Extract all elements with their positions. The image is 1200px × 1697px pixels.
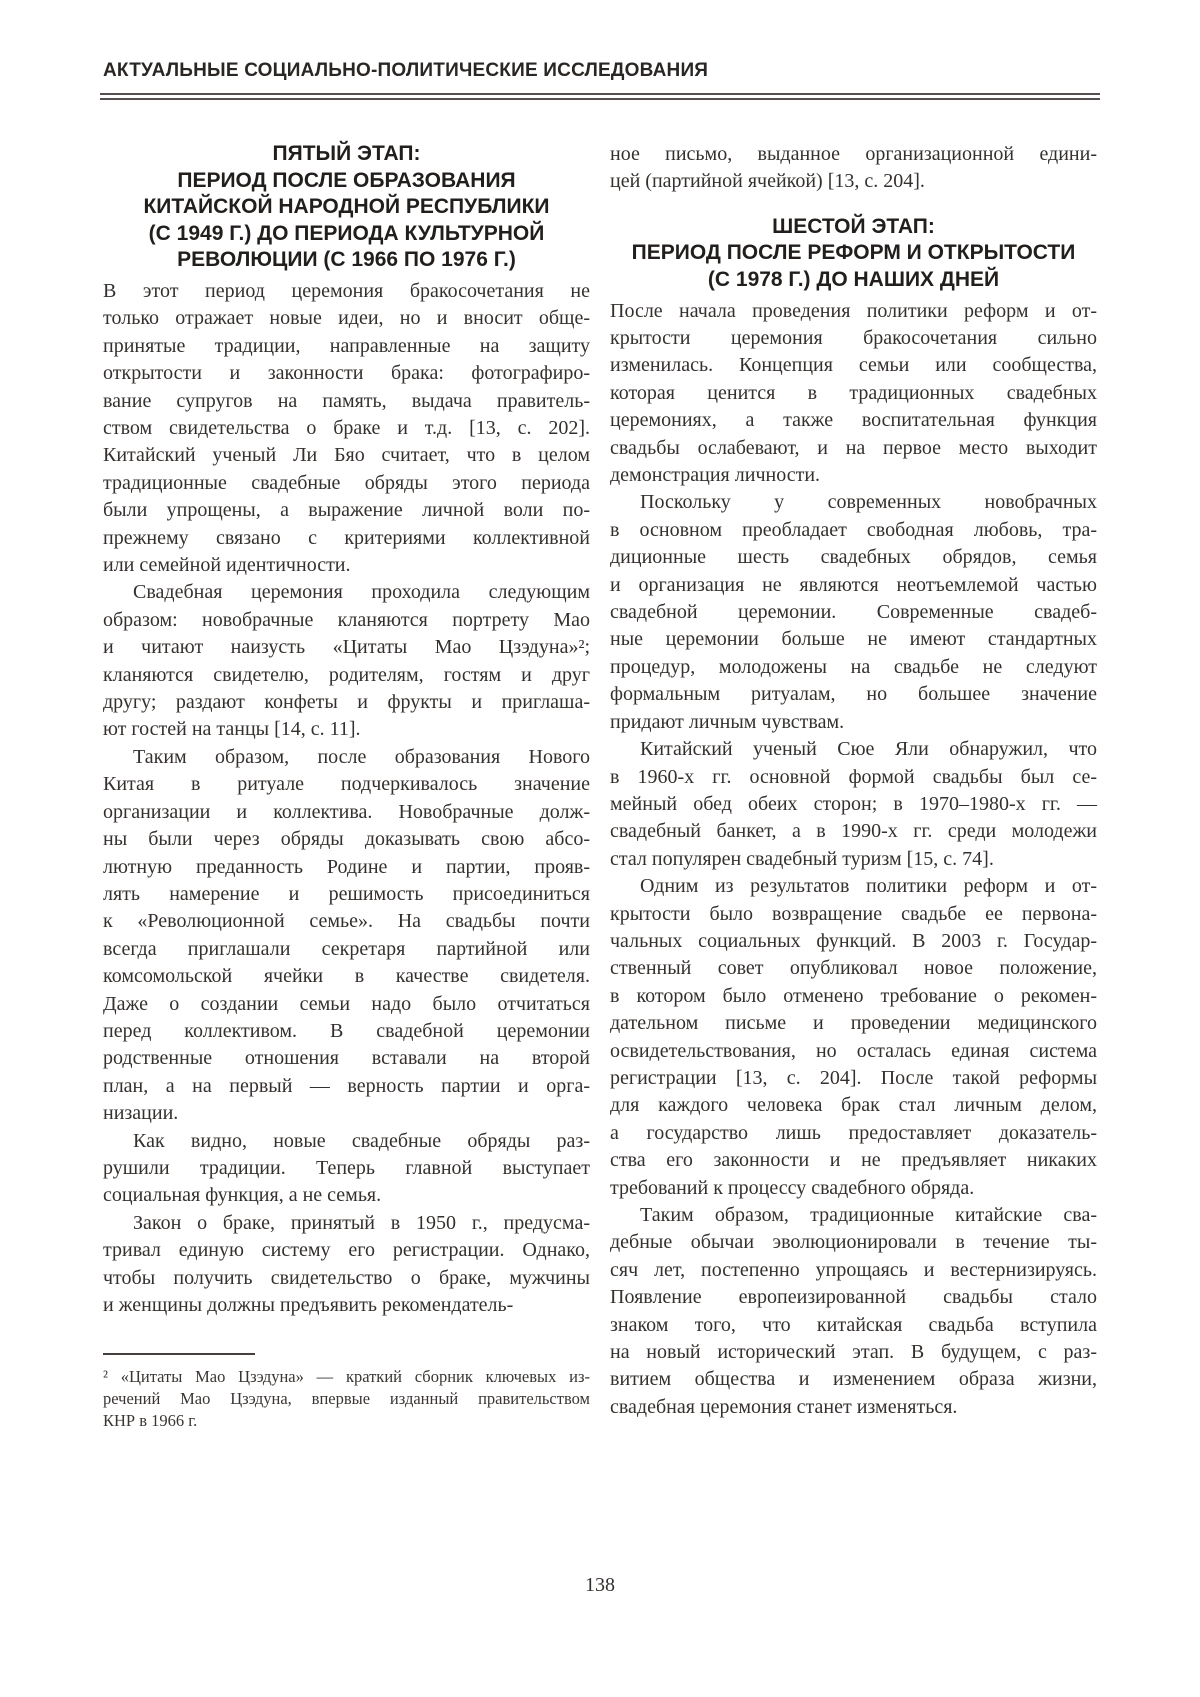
text-line: процедур, молодожены на свадьбе не следуют: [610, 655, 1097, 678]
text-line: или семейной идентичности.: [103, 554, 351, 577]
text-line: изменилась. Концепция семьи или сообщества,: [610, 354, 1097, 377]
text-line: свадебная церемония станет изменяться.: [610, 1395, 958, 1418]
text-line: были упрощены, а выражение личной воли по-: [103, 499, 590, 522]
text-line: к «Революционной семье». На свадьбы почти: [103, 910, 590, 933]
heading-line: ПЕРИОД ПОСЛЕ РЕФОРМ И ОТКРЫТОСТИ: [631, 241, 1076, 265]
text-line: диционные шесть свадебных обрядов, семья: [610, 546, 1097, 569]
journal-running-head: АКТУАЛЬНЫЕ СОЦИАЛЬНО-ПОЛИТИЧЕСКИЕ ИССЛЕДОВАНИЯ: [103, 60, 709, 81]
text-line: После начала проведения политики реформ и от-: [610, 299, 1097, 322]
text-line: образом: новобрачные кланяются портрету Мао: [103, 608, 590, 631]
text-line: традиционные свадебные обряды этого периода: [103, 471, 590, 494]
text-line: свадебной церемонии. Современные свадеб-: [610, 601, 1097, 624]
text-line: ства его законности и не предъявляет никаких: [610, 1149, 1097, 1172]
text-line: освидетельствования, но осталась единая система: [610, 1039, 1097, 1062]
text-line: принятые традиции, направленные на защиту: [103, 334, 590, 357]
text-line: требований к процессу свадебного обряда.: [610, 1176, 975, 1199]
text-line: а государство лишь предоставляет доказатель-: [610, 1121, 1097, 1144]
heading-line: КИТАЙСКОЙ НАРОДНОЙ РЕСПУБЛИКИ: [143, 195, 550, 219]
text-line: Китая в ритуале подчеркивалось значение: [103, 773, 590, 796]
text-line: рушили традиции. Теперь главной выступает: [103, 1156, 590, 1179]
text-line: открытости и законности брака: фотографиро-: [103, 362, 590, 385]
heading-line: ПЕРИОД ПОСЛЕ ОБРАЗОВАНИЯ: [177, 168, 516, 192]
text-line: придают личным чувствам.: [610, 710, 845, 733]
text-line: Одним из результатов политики реформ и от-: [640, 875, 1097, 898]
text-line: демонстрация личности.: [610, 464, 821, 487]
paragraph: [103, 744, 590, 1128]
text-line: Появление европеизированной свадьбы стало: [610, 1286, 1097, 1309]
text-line: крытости было возвращение свадьбе ее первона-: [610, 902, 1097, 925]
heading-line: ПЯТЫЙ ЭТАП:: [272, 142, 421, 165]
text-line: на новый исторический этап. В будущем, с раз-: [610, 1341, 1097, 1364]
paragraph: [103, 278, 590, 579]
text-line: ственный совет опубликовал новое положение,: [610, 957, 1097, 980]
text-line: в основном преобладает свободная любовь, тра-: [610, 518, 1097, 541]
right-column: [610, 141, 1097, 1421]
text-line: Китайский ученый Сюе Яли обнаружил, что: [640, 738, 1097, 761]
text-line: комсомольской ячейки в качестве свидетеля.: [103, 965, 590, 988]
text-line: сяч лет, постепенно упрощаясь и вестернизируясь.: [610, 1258, 1097, 1281]
text-line: кланяются свидетелю, родителям, гостям и друг: [103, 663, 590, 686]
heading-line: (С 1978 Г.) ДО НАШИХ ДНЕЙ: [707, 268, 1000, 291]
footnote: [103, 1366, 590, 1431]
text-line: ны были через обряды доказывать свою абсо-: [103, 828, 590, 851]
paragraph: [103, 1210, 590, 1320]
text-line: ² «Цитаты Мао Цзэдуна» — краткий сборник ключевых из-: [103, 1367, 590, 1387]
heading-line: (С 1949 Г.) ДО ПЕРИОДА КУЛЬТУРНОЙ: [148, 221, 545, 245]
text-line: родственные отношения вставали на второй: [103, 1047, 590, 1070]
text-line: только отражает новые идеи, но и вносит обще-: [103, 307, 590, 330]
text-line: в 1960-х гг. основной формой свадьбы был се-: [610, 765, 1097, 788]
text-line: дебные обычаи эволюционировали в течение ты-: [610, 1231, 1097, 1254]
text-line: Как видно, новые свадебные обряды раз-: [133, 1129, 590, 1152]
text-line: церемониях, а также воспитательная функция: [610, 409, 1097, 432]
text-line: и читают наизусть «Цитаты Мао Цзэдуна»²;: [103, 636, 590, 659]
text-line: Таким образом, традиционные китайские сва-: [640, 1204, 1097, 1226]
text-line: речений Мао Цзэдуна, впервые изданный правительством: [103, 1389, 590, 1408]
heading-line: РЕВОЛЮЦИИ (С 1966 ПО 1976 Г.): [177, 248, 516, 272]
heading-line: ШЕСТОЙ ЭТАП:: [772, 214, 935, 238]
text-line: регистрации [13, с. 204]. После такой реформы: [610, 1066, 1097, 1089]
left-column: [103, 141, 590, 1431]
text-line: прежнему связано с критериями коллективной: [103, 526, 590, 549]
text-line: в котором было отменено требование о рекомен-: [610, 984, 1097, 1007]
text-line: для каждого человека брак стал личным делом,: [610, 1094, 1097, 1117]
text-line: лять намерение и решимость присоединиться: [103, 882, 590, 905]
text-line: организации и коллектива. Новобрачные долж-: [103, 800, 590, 823]
text-line: вание супругов на память, выдача правитель-: [103, 389, 590, 412]
text-line: Поскольку у современных новобрачных: [640, 491, 1097, 514]
text-line: другу; раздают конфеты и фрукты и приглаша-: [103, 691, 590, 714]
section-heading: [103, 141, 590, 274]
text-line: Закон о браке, принятый в 1950 г., предусма-: [133, 1211, 590, 1234]
text-line: всегда приглашали секретаря партийной или: [103, 937, 590, 960]
text-line: и женщины должны предъявить рекомендатель-: [103, 1294, 514, 1316]
text-line: лютную преданность Родине и партии, прояв-: [103, 855, 590, 878]
text-line: чальных социальных функций. В 2003 г. Государ-: [610, 929, 1097, 952]
text-line: свадьбы ослабевают, и на первое место выходит: [610, 436, 1097, 459]
text-line: ют гостей на танцы [14, с. 11].: [103, 718, 361, 741]
text-line: Китайский ученый Ли Бяо считает, что в целом: [103, 444, 590, 467]
text-line: ством свидетельства о браке и т.д. [13, с. 202].: [103, 417, 590, 439]
text-line: В этот период церемония бракосочетания не: [103, 279, 590, 302]
text-line: цей (партийной ячейкой) [13, с. 204].: [610, 170, 925, 193]
paragraph: [610, 873, 1097, 1202]
text-line: низации.: [103, 1102, 179, 1125]
text-line: ные церемонии больше не имеют стандартных: [610, 628, 1097, 651]
page-number: 138: [585, 1574, 615, 1596]
text-line: формальным ритуалам, но большее значение: [610, 683, 1097, 706]
paragraph: [610, 141, 1097, 196]
paragraph: [610, 736, 1097, 873]
text-line: тривал единую систему его регистрации. Однако,: [103, 1239, 590, 1262]
text-line: дательном письме и проведении медицинского: [610, 1012, 1097, 1035]
text-line: Даже о создании семьи надо было отчитаться: [103, 992, 590, 1015]
text-line: стал популярен свадебный туризм [15, с. 74].: [610, 847, 994, 870]
text-line: Свадебная церемония проходила следующим: [133, 581, 590, 604]
text-line: мейный обед обеих сторон; в 1970–1980-х гг. —: [610, 792, 1097, 815]
text-line: витием общества и изменением образа жизни,: [610, 1368, 1097, 1391]
text-line: перед коллективом. В свадебной церемонии: [103, 1019, 590, 1042]
text-line: чтобы получить свидетельство о браке, мужчины: [103, 1266, 590, 1289]
text-line: Таким образом, после образования Нового: [133, 745, 590, 768]
text-line: и организация не являются неотъемлемой частью: [610, 573, 1097, 596]
text-line: социальная функция, а не семья.: [103, 1184, 382, 1207]
text-line: план, а на первый — верность партии и орга-: [103, 1074, 590, 1097]
text-line: КНР в 1966 г.: [103, 1410, 198, 1430]
text-line: которая ценится в традиционных свадебных: [610, 381, 1097, 404]
paragraph: [610, 489, 1097, 736]
paragraph: [610, 1202, 1097, 1421]
section-heading: [610, 214, 1097, 294]
header-rule: [100, 93, 1100, 100]
text-line: крытости церемония бракосочетания сильно: [610, 327, 1097, 349]
text-line: знаком того, что китайская свадьба вступила: [610, 1313, 1097, 1336]
text-line: ное письмо, выданное организационной едини-: [610, 143, 1097, 165]
paragraph: [610, 298, 1097, 490]
paragraph: [103, 1128, 590, 1210]
text-line: свадебный банкет, а в 1990-х гг. среди молодежи: [610, 820, 1097, 843]
paragraph: [103, 579, 590, 743]
footnote-rule: [103, 1353, 255, 1355]
